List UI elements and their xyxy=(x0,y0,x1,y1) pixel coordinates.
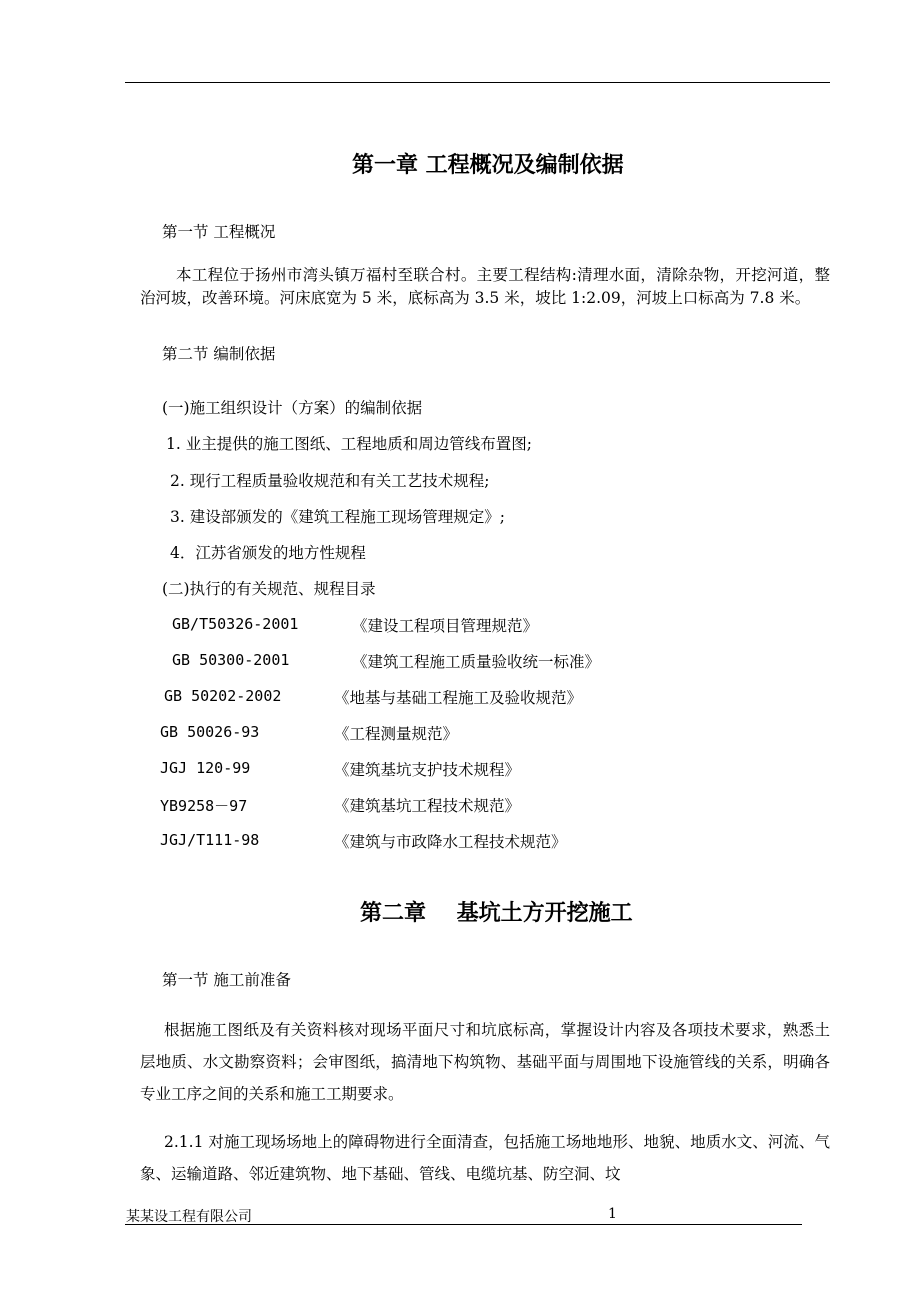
standard-name: 《建筑与市政降水工程技术规范》 xyxy=(334,833,567,851)
basis-item: 2. 现行工程质量验收规范和有关工艺技术规程; xyxy=(170,472,490,490)
footer-page-number: 1 xyxy=(608,1206,617,1222)
standard-code: JGJ/T111-98 xyxy=(160,831,260,849)
chapter-2-paragraph-2-1-1: 2.1.1 对施工现场场地上的障碍物进行全面清查，包括施工场地地形、地貌、地质水文、河流、气象、运输道路、邻近建筑物、地下基础、管线、电缆坑基、防空洞、坟 xyxy=(140,1133,830,1183)
standards-heading: (二)执行的有关规范、规程目录 xyxy=(162,580,376,598)
section-1-title: 第一节 工程概况 xyxy=(162,223,276,241)
footer-company: 某某设工程有限公司 xyxy=(126,1209,252,1225)
footer-rule xyxy=(125,1224,802,1225)
standard-name: 《建筑工程施工质量验收统一标准》 xyxy=(352,653,601,671)
basis-item: 1. 业主提供的施工图纸、工程地质和周边管线布置图; xyxy=(166,435,532,453)
section-2-title: 第二节 编制依据 xyxy=(162,345,276,363)
standard-name: 《地基与基础工程施工及验收规范》 xyxy=(334,689,583,707)
standard-code: YB9258－97 xyxy=(160,797,248,815)
chapter-2-paragraph: 根据施工图纸及有关资料核对现场平面尺寸和坑底标高，掌握设计内容及各项技术要求，熟悉土层地质、水文勘察资料；会审图纸，搞清地下构筑物、基础平面与周围地下设施管线的关系，明确各专业工序之间的关系和施工工期要求。 xyxy=(140,1021,830,1103)
standard-name: 《建筑基坑支护技术规程》 xyxy=(334,761,521,779)
chapter-1-title: 第一章 工程概况及编制依据 xyxy=(352,153,624,178)
section-1-paragraph: 本工程位于扬州市湾头镇万福村至联合村。主要工程结构:清理水面，清除杂物，开挖河道，整治河坡，改善环境。河床底宽为 5 米，底标高为 3.5 米，坡比 1:2.09，河坡上口标高为 7.8 米。 xyxy=(140,266,830,307)
standard-code: JGJ 120-99 xyxy=(160,759,251,777)
basis-item: 4．江苏省颁发的地方性规程 xyxy=(170,544,366,562)
standard-name: 《工程测量规范》 xyxy=(334,725,459,743)
standard-code: GB 50026-93 xyxy=(160,723,260,741)
standard-name: 《建设工程项目管理规范》 xyxy=(352,617,539,635)
header-rule xyxy=(125,82,830,83)
standard-code: GB 50202-2002 xyxy=(164,687,282,705)
standard-name: 《建筑基坑工程技术规范》 xyxy=(334,797,521,815)
basis-item: 3. 建设部颁发的《建筑工程施工现场管理规定》; xyxy=(170,508,505,526)
standard-code: GB 50300-2001 xyxy=(172,651,290,669)
chapter-2-title: 第二章 基坑土方开挖施工 xyxy=(360,901,633,926)
chapter-2-section-1-title: 第一节 施工前准备 xyxy=(162,971,291,989)
standard-code: GB/T50326-2001 xyxy=(172,615,299,633)
basis-heading: (一)施工组织设计（方案）的编制依据 xyxy=(162,399,423,417)
